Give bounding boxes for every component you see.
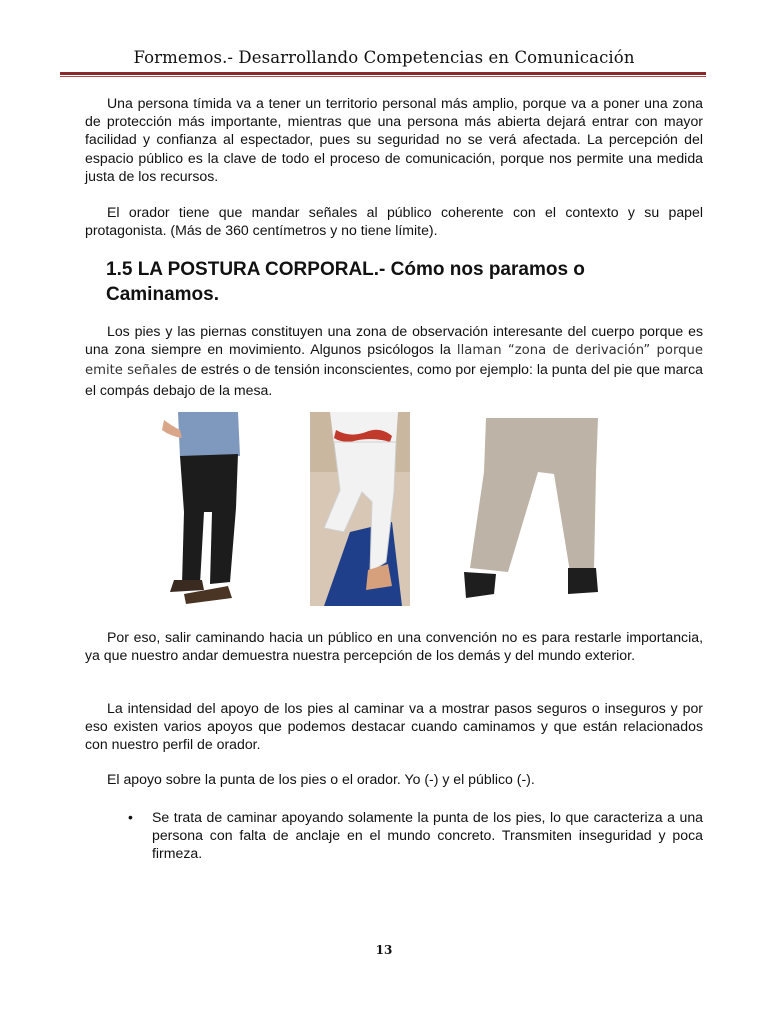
bullet-item: Se trata de caminar apoyando solamente la punta de los pies, lo que caracteriza a una persona con falta de anclaje en el mundo concreto. Transmiten inseguridad y poca firmeza. (152, 809, 703, 862)
paragraph-orator-signals: El orador tiene que mandar señales al público coherente con el contexto y su papel protagonista. (Más de 360 centímetros y no tiene límite). (85, 204, 703, 239)
paragraph-feet-legs-part1: Los pies y las piernas constituyen una zona de observación interesante del cuerpo porque es una zona siempre en movimiento. Algunos psicólogos la (85, 323, 703, 358)
header-rule-thin (60, 76, 706, 77)
paragraph-feet-legs-part2: de estrés o de tensión inconscientes, como por ejemplo: la punta del pie que marca el compás debajo de la mesa. (85, 361, 703, 398)
page-number: 13 (375, 943, 393, 957)
shirt-shape (178, 412, 240, 458)
header-rule (60, 72, 706, 75)
section-heading: 1.5 LA POSTURA CORPORAL.- Cómo nos paramos o Caminamos. (106, 259, 585, 305)
paragraph-step-intensity: La intensidad del apoyo de los pies al caminar va a mostrar pasos seguros o inseguros y por eso existen varios apoyos que podemos destacar cuando caminamos y que están relacionados con nuestro perfil de orador. (85, 700, 703, 753)
left-shoe-shape (170, 580, 204, 592)
photo-martial-arts-stance (310, 412, 410, 606)
paragraph-feet-legs (85, 322, 703, 399)
paragraph-territory: Una persona tímida va a tener un territorio personal más amplio, porque va a poner una zona de protección más importante, mientras que una persona más abierta dejará entrar con mayor facilidad y confianza al espectador, pues su seguridad no se verá afectada. La percepción del espacio público es la clave de todo el proceso de comunicación, porque nos permite una medida justa de los recursos. (85, 95, 703, 184)
bullet-marker: • (128, 809, 133, 825)
right-black-shoe-shape (568, 568, 598, 594)
paragraph-tiptoe-support: El apoyo sobre la punta de los pies o el orador. Yo (-) y el público (-). (107, 771, 535, 787)
paragraph-feet-legs-quote: llaman “zona de derivación” porque emite señales (85, 343, 703, 379)
paragraph-walking-audience: Por eso, salir caminando hacia un público en una convención no es para restarle importancia, ya que nuestro andar demuestra nuestra percepción de los demás y del mundo exterior. (85, 629, 703, 664)
header-title: Formemos.- Desarrollando Competencias en Comunicación (133, 48, 635, 67)
left-black-shoe-shape (464, 572, 496, 598)
photo-khaki-trousers (458, 412, 608, 604)
photo-standing-dark-trousers (160, 412, 244, 608)
